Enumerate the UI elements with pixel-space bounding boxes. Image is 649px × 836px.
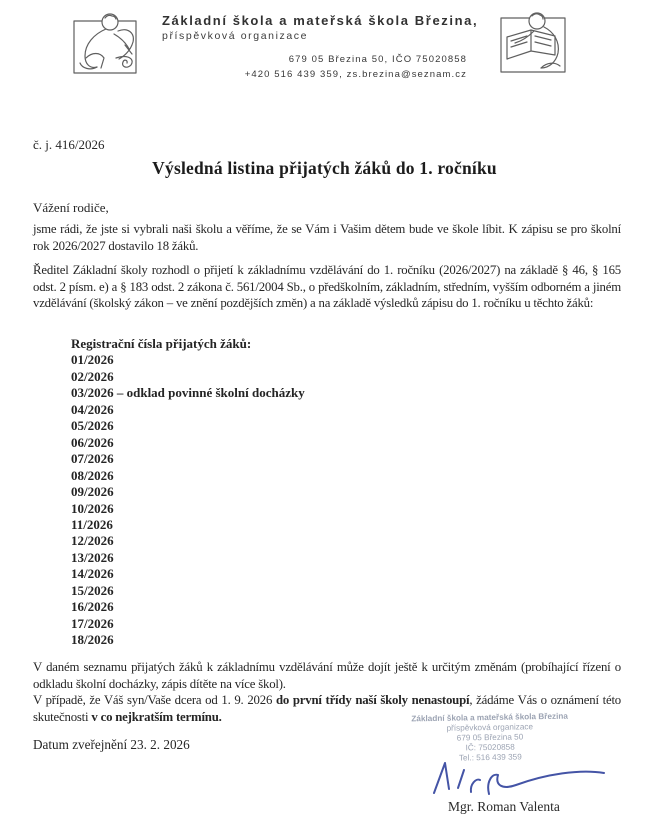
salutation: Vážení rodiče, <box>33 200 109 215</box>
notice-text: , žádáme Vás o oznámení této skutečnosti <box>33 693 622 724</box>
registration-list <box>71 352 305 648</box>
registration-item: 06/2026 <box>71 434 114 450</box>
notice-bold-text: do první třídy naší školy nenastoupí <box>275 693 470 708</box>
contact-line: +420 516 439 359, zs.brezina@seznam.cz <box>244 69 467 80</box>
child-writing-icon <box>72 12 144 76</box>
registration-item: 03/2026 – odklad povinné školní docházky <box>71 385 305 401</box>
registration-item: 09/2026 <box>71 484 114 500</box>
notice-text: V případě, že Váš syn/Vaše dcera od 1. 9. 2026 <box>33 693 276 708</box>
document-title: Výsledná listina přijatých žáků do 1. ročníku <box>152 158 497 178</box>
registration-item: 16/2026 <box>71 599 114 615</box>
paragraph-changes: V daném seznamu přijatých žáků k základnímu vzdělávání může dojít ještě k určitým změnám (probíhající řízení o odkladu školní docházky, zápis dítěte na více škol). <box>33 660 621 691</box>
registration-item: 04/2026 <box>71 401 114 417</box>
registration-item: 02/2026 <box>71 368 114 384</box>
registration-item: 15/2026 <box>71 582 114 598</box>
organization-type: příspěvková organizace <box>162 30 309 42</box>
registration-item: 14/2026 <box>71 566 114 582</box>
signature-strokes <box>434 763 604 794</box>
school-name: Základní škola a mateřská škola Březina, <box>162 13 479 28</box>
registration-item: 11/2026 <box>71 516 113 532</box>
paragraph-decision: Ředitel Základní školy rozhodl o přijetí k základnímu vzdělávání do 1. ročníku (2026/2027) na základě § 46, § 165 odst. 2 písm. e) a § 183 odst. 2 zákona č. 561/2004 Sb., o předškolním, základním, středním, vyšším odborném a jiném vzdělávání (školský zákon – ve znění pozdějších změn) a na základě výsledků zápisu do 1. ročníku u těchto žáků: <box>33 263 621 310</box>
reference-number: č. j. 416/2026 <box>33 137 105 152</box>
registration-item: 07/2026 <box>71 451 114 467</box>
header-contact-block <box>245 52 467 82</box>
registration-item: 05/2026 <box>71 418 114 434</box>
child-reading-icon <box>497 11 571 77</box>
stamp-line: příspěvková organizace <box>446 722 534 733</box>
registration-item: 13/2026 <box>71 549 114 565</box>
stamp-line: 679 05 Březina 50 <box>456 732 524 743</box>
registration-section <box>71 336 305 649</box>
registration-item: 01/2026 <box>71 352 114 368</box>
paragraph-intro: jsme rádi, že jste si vybrali naši školu a věříme, že se Vám i Vašim dětem bude ve škole líbit. K zápisu se pro školní rok 2026/2027 dostavilo 18 žáků. <box>33 222 621 253</box>
registration-item: 18/2026 <box>71 632 114 648</box>
signatory-name: Mgr. Roman Valenta <box>448 799 560 814</box>
registration-item: 10/2026 <box>71 500 114 516</box>
registration-item: 12/2026 <box>71 533 114 549</box>
stamp-line: IČ: 75020858 <box>465 742 515 753</box>
registration-item: 17/2026 <box>71 615 114 631</box>
registration-heading: Registrační čísla přijatých žáků: <box>71 336 252 351</box>
publication-date: Datum zveřejnění 23. 2. 2026 <box>33 737 190 752</box>
registration-item: 08/2026 <box>71 467 114 483</box>
stamp-line: Tel.: 516 439 359 <box>458 752 522 763</box>
stamp-line: Základní škola a mateřská škola Březina <box>411 711 568 724</box>
address-line: 679 05 Březina 50, IČO 75020858 <box>288 54 467 65</box>
notice-bold-text: v co nejkratším termínu. <box>91 709 222 724</box>
